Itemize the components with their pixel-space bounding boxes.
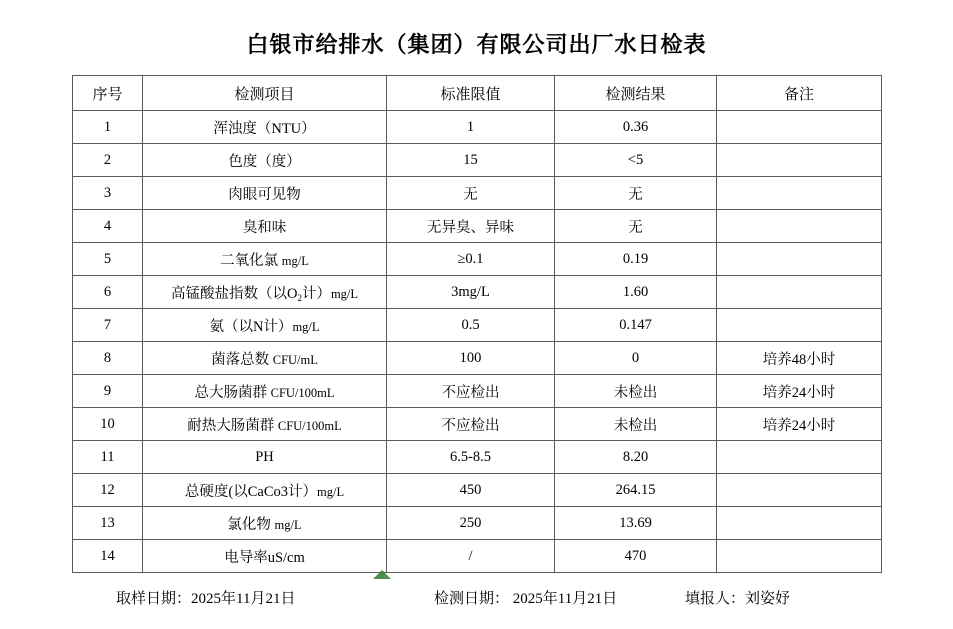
table-row — [73, 342, 882, 375]
table-header-row — [73, 76, 882, 111]
testing-date: 检测日期： 2025年11月21日 — [434, 591, 618, 607]
cell-no: 11 — [73, 441, 143, 474]
table-row — [73, 408, 882, 441]
cell-result: 0.19 — [555, 243, 717, 276]
table-body — [73, 111, 882, 573]
cell-item: PH — [143, 441, 387, 474]
cell-remark — [717, 276, 882, 309]
cell-item: 二氧化氯 mg/L — [143, 243, 387, 276]
cell-limit: 100 — [387, 342, 555, 375]
table-row — [73, 507, 882, 540]
cell-result: 1.60 — [555, 276, 717, 309]
cell-remark — [717, 474, 882, 507]
cell-item: 电导率uS/cm — [143, 540, 387, 573]
cell-no: 12 — [73, 474, 143, 507]
reporter: 填报人：刘姿妤 — [685, 591, 791, 607]
cell-limit: 3mg/L — [387, 276, 555, 309]
table-row — [73, 210, 882, 243]
cell-result: 470 — [555, 540, 717, 573]
cell-item: 臭和味 — [143, 210, 387, 243]
cell-item: 浑浊度（NTU） — [143, 111, 387, 144]
cell-limit: 0.5 — [387, 309, 555, 342]
table-row — [73, 441, 882, 474]
cell-no: 8 — [73, 342, 143, 375]
table-header — [73, 76, 882, 111]
table-row — [73, 144, 882, 177]
column-header-no: 序号 — [73, 76, 143, 111]
cell-result: 264.15 — [555, 474, 717, 507]
cell-no: 7 — [73, 309, 143, 342]
cell-limit: 无 — [387, 177, 555, 210]
cell-limit: 不应检出 — [387, 375, 555, 408]
cell-result: 未检出 — [555, 408, 717, 441]
sampling-date: 取样日期：2025年11月21日 — [116, 591, 296, 607]
column-header-result: 检测结果 — [555, 76, 717, 111]
cell-limit: 250 — [387, 507, 555, 540]
cell-item: 氯化物 mg/L — [143, 507, 387, 540]
cell-no: 1 — [73, 111, 143, 144]
cell-item: 色度（度） — [143, 144, 387, 177]
cell-remark — [717, 441, 882, 474]
cell-result: 无 — [555, 177, 717, 210]
cell-item: 氨（以N计）mg/L — [143, 309, 387, 342]
cell-no: 14 — [73, 540, 143, 573]
cell-remark — [717, 111, 882, 144]
cell-remark: 培养24小时 — [717, 408, 882, 441]
table-container — [0, 75, 953, 573]
column-header-item: 检测项目 — [143, 76, 387, 111]
cell-limit: 15 — [387, 144, 555, 177]
cell-no: 2 — [73, 144, 143, 177]
cell-remark: 培养24小时 — [717, 375, 882, 408]
cell-limit: ≥0.1 — [387, 243, 555, 276]
cell-remark — [717, 540, 882, 573]
cell-remark — [717, 507, 882, 540]
table-row — [73, 111, 882, 144]
cell-remark — [717, 210, 882, 243]
cell-result: 13.69 — [555, 507, 717, 540]
table-row — [73, 309, 882, 342]
cell-result: 无 — [555, 210, 717, 243]
table-row — [73, 243, 882, 276]
cell-item: 总硬度(以CaCo3计）mg/L — [143, 474, 387, 507]
cell-item: 耐热大肠菌群 CFU/100mL — [143, 408, 387, 441]
cell-item: 总大肠菌群 CFU/100mL — [143, 375, 387, 408]
cell-result: <5 — [555, 144, 717, 177]
table-row — [73, 177, 882, 210]
cell-limit: 6.5-8.5 — [387, 441, 555, 474]
page-title: 白银市给排水（集团）有限公司出厂水日检表 — [246, 32, 707, 57]
column-header-remark: 备注 — [717, 76, 882, 111]
cell-no: 13 — [73, 507, 143, 540]
green-triangle-marker — [373, 570, 391, 579]
cell-remark — [717, 309, 882, 342]
table-row — [73, 375, 882, 408]
cell-result: 0.36 — [555, 111, 717, 144]
cell-result: 0 — [555, 342, 717, 375]
table-row — [73, 540, 882, 573]
cell-limit: 450 — [387, 474, 555, 507]
cell-remark — [717, 243, 882, 276]
cell-result: 8.20 — [555, 441, 717, 474]
table-row — [73, 474, 882, 507]
cell-remark: 培养48小时 — [717, 342, 882, 375]
cell-limit: / — [387, 540, 555, 573]
cell-item: 菌落总数 CFU/mL — [143, 342, 387, 375]
table-row — [73, 276, 882, 309]
cell-item: 高锰酸盐指数（以$O_2$计）mg/L — [143, 276, 387, 309]
cell-limit: 不应检出 — [387, 408, 555, 441]
cell-no: 9 — [73, 375, 143, 408]
column-header-limit: 标准限值 — [387, 76, 555, 111]
cell-item: 肉眼可见物 — [143, 177, 387, 210]
cell-no: 5 — [73, 243, 143, 276]
cell-no: 6 — [73, 276, 143, 309]
cell-no: 10 — [73, 408, 143, 441]
cell-remark — [717, 144, 882, 177]
cell-result: 0.147 — [555, 309, 717, 342]
cell-no: 3 — [73, 177, 143, 210]
cell-no: 4 — [73, 210, 143, 243]
cell-result: 未检出 — [555, 375, 717, 408]
water-quality-table — [72, 75, 882, 573]
footer — [0, 573, 953, 608]
cell-remark — [717, 177, 882, 210]
cell-limit: 无异臭、异味 — [387, 210, 555, 243]
cell-limit: 1 — [387, 111, 555, 144]
